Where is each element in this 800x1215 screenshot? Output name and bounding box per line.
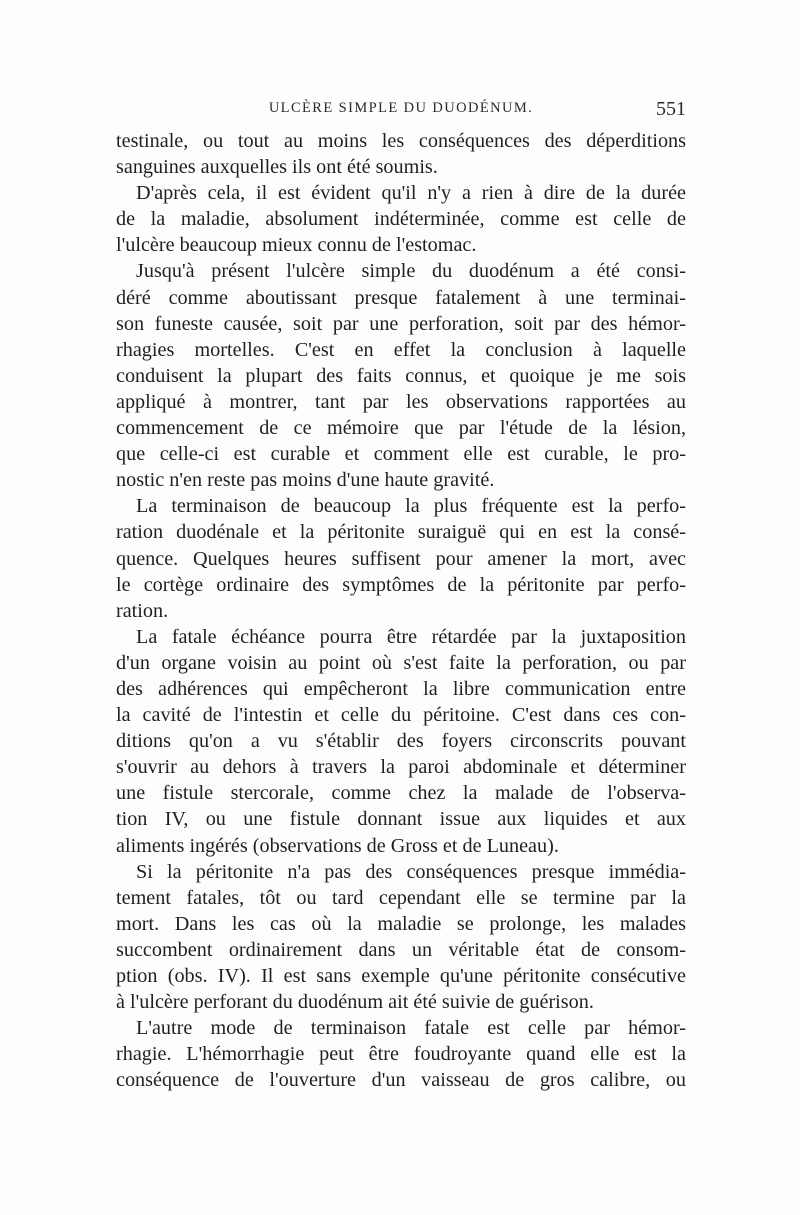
text-line: tion IV, ou une fistule donnant issue aux liquides et aux xyxy=(116,808,686,831)
text-line: quence. Quelques heures suffisent pour amener la mort, avec xyxy=(116,547,686,570)
text-line: d'un organe voisin au point où s'est faite la perforation, ou par xyxy=(116,651,686,674)
text-line: tement fatales, tôt ou tard cependant elle se termine par la xyxy=(116,886,686,909)
text-line: testinale, ou tout au moins les conséquences des déperditions xyxy=(116,130,686,152)
text-line: L'autre mode de terminaison fatale est celle par hémor- xyxy=(136,1017,686,1040)
text-line: ption (obs. IV). Il est sans exemple qu'une péritonite consécutive xyxy=(116,965,686,987)
running-title: ULCÈRE SIMPLE DU DUODÉNUM. xyxy=(268,100,534,116)
text-line: La terminaison de beaucoup la plus fréquente est la perfo- xyxy=(136,495,686,518)
text-line: sanguines auxquelles ils ont été soumis. xyxy=(116,156,438,179)
text-line: mort. Dans les cas où la maladie se prolonge, les malades xyxy=(116,912,686,935)
text-line: rhagies mortelles. C'est en effet la conclusion à laquelle xyxy=(116,338,686,361)
text-line: la cavité de l'intestin et celle du péritoine. C'est dans ces con- xyxy=(116,704,686,727)
text-line: appliqué à montrer, tant par les observations rapportées au xyxy=(116,390,686,413)
text-line: commencement de ce mémoire que par l'étude de la lésion, xyxy=(116,417,686,440)
text-line: D'après cela, il est évident qu'il n'y a rien à dire de la durée xyxy=(136,182,686,205)
text-line: ditions qu'on a vu s'établir des foyers circonscrits pouvant xyxy=(116,730,686,753)
text-line: s'ouvrir au dehors à travers la paroi abdominale et déterminer xyxy=(116,756,686,779)
text-line: que celle-ci est curable et comment elle est curable, le pro- xyxy=(116,443,686,466)
text-line: Si la péritonite n'a pas des conséquences presque immédia- xyxy=(136,860,686,883)
text-line: conséquence de l'ouverture d'un vaisseau de gros calibre, ou xyxy=(116,1069,686,1092)
text-line: des adhérences qui empêcheront la libre communication entre xyxy=(116,677,686,700)
page-number: 551 xyxy=(656,98,686,120)
text-line: rhagie. L'hémorrhagie peut être foudroyante quand elle est la xyxy=(116,1043,686,1066)
text-line: de la maladie, absolument indéterminée, comme est celle de xyxy=(116,208,686,231)
text-line: conduisent la plupart des faits connus, et quoique je me sois xyxy=(116,364,686,387)
body-text xyxy=(116,128,686,1093)
text-line: à l'ulcère perforant du duodénum ait été suivie de guérison. xyxy=(116,991,594,1014)
text-line: succombent ordinairement dans un véritable état de consom- xyxy=(116,938,686,961)
text-line: une fistule stercorale, comme chez la malade de l'observa- xyxy=(116,782,686,805)
text-line: ration. xyxy=(116,599,169,622)
text-line: nostic n'en reste pas moins d'une haute gravité. xyxy=(116,469,495,492)
text-line: La fatale échéance pourra être rétardée par la juxtaposition xyxy=(136,625,686,648)
text-line: aliments ingérés (observations de Gross et de Luneau). xyxy=(116,834,559,857)
text-line: ration duodénale et la péritonite suraiguë qui en est la consé- xyxy=(116,521,686,544)
text-line: déré comme aboutissant presque fatalement à une terminai- xyxy=(116,286,686,309)
text-line: Jusqu'à présent l'ulcère simple du duodénum a été consi- xyxy=(136,260,686,283)
text-line: son funeste causée, soit par une perforation, soit par des hémor- xyxy=(116,312,686,335)
text-line: l'ulcère beaucoup mieux connu de l'estomac. xyxy=(116,234,477,257)
text-line: le cortège ordinaire des symptômes de la péritonite par perfo- xyxy=(116,573,686,596)
running-head xyxy=(116,98,686,126)
